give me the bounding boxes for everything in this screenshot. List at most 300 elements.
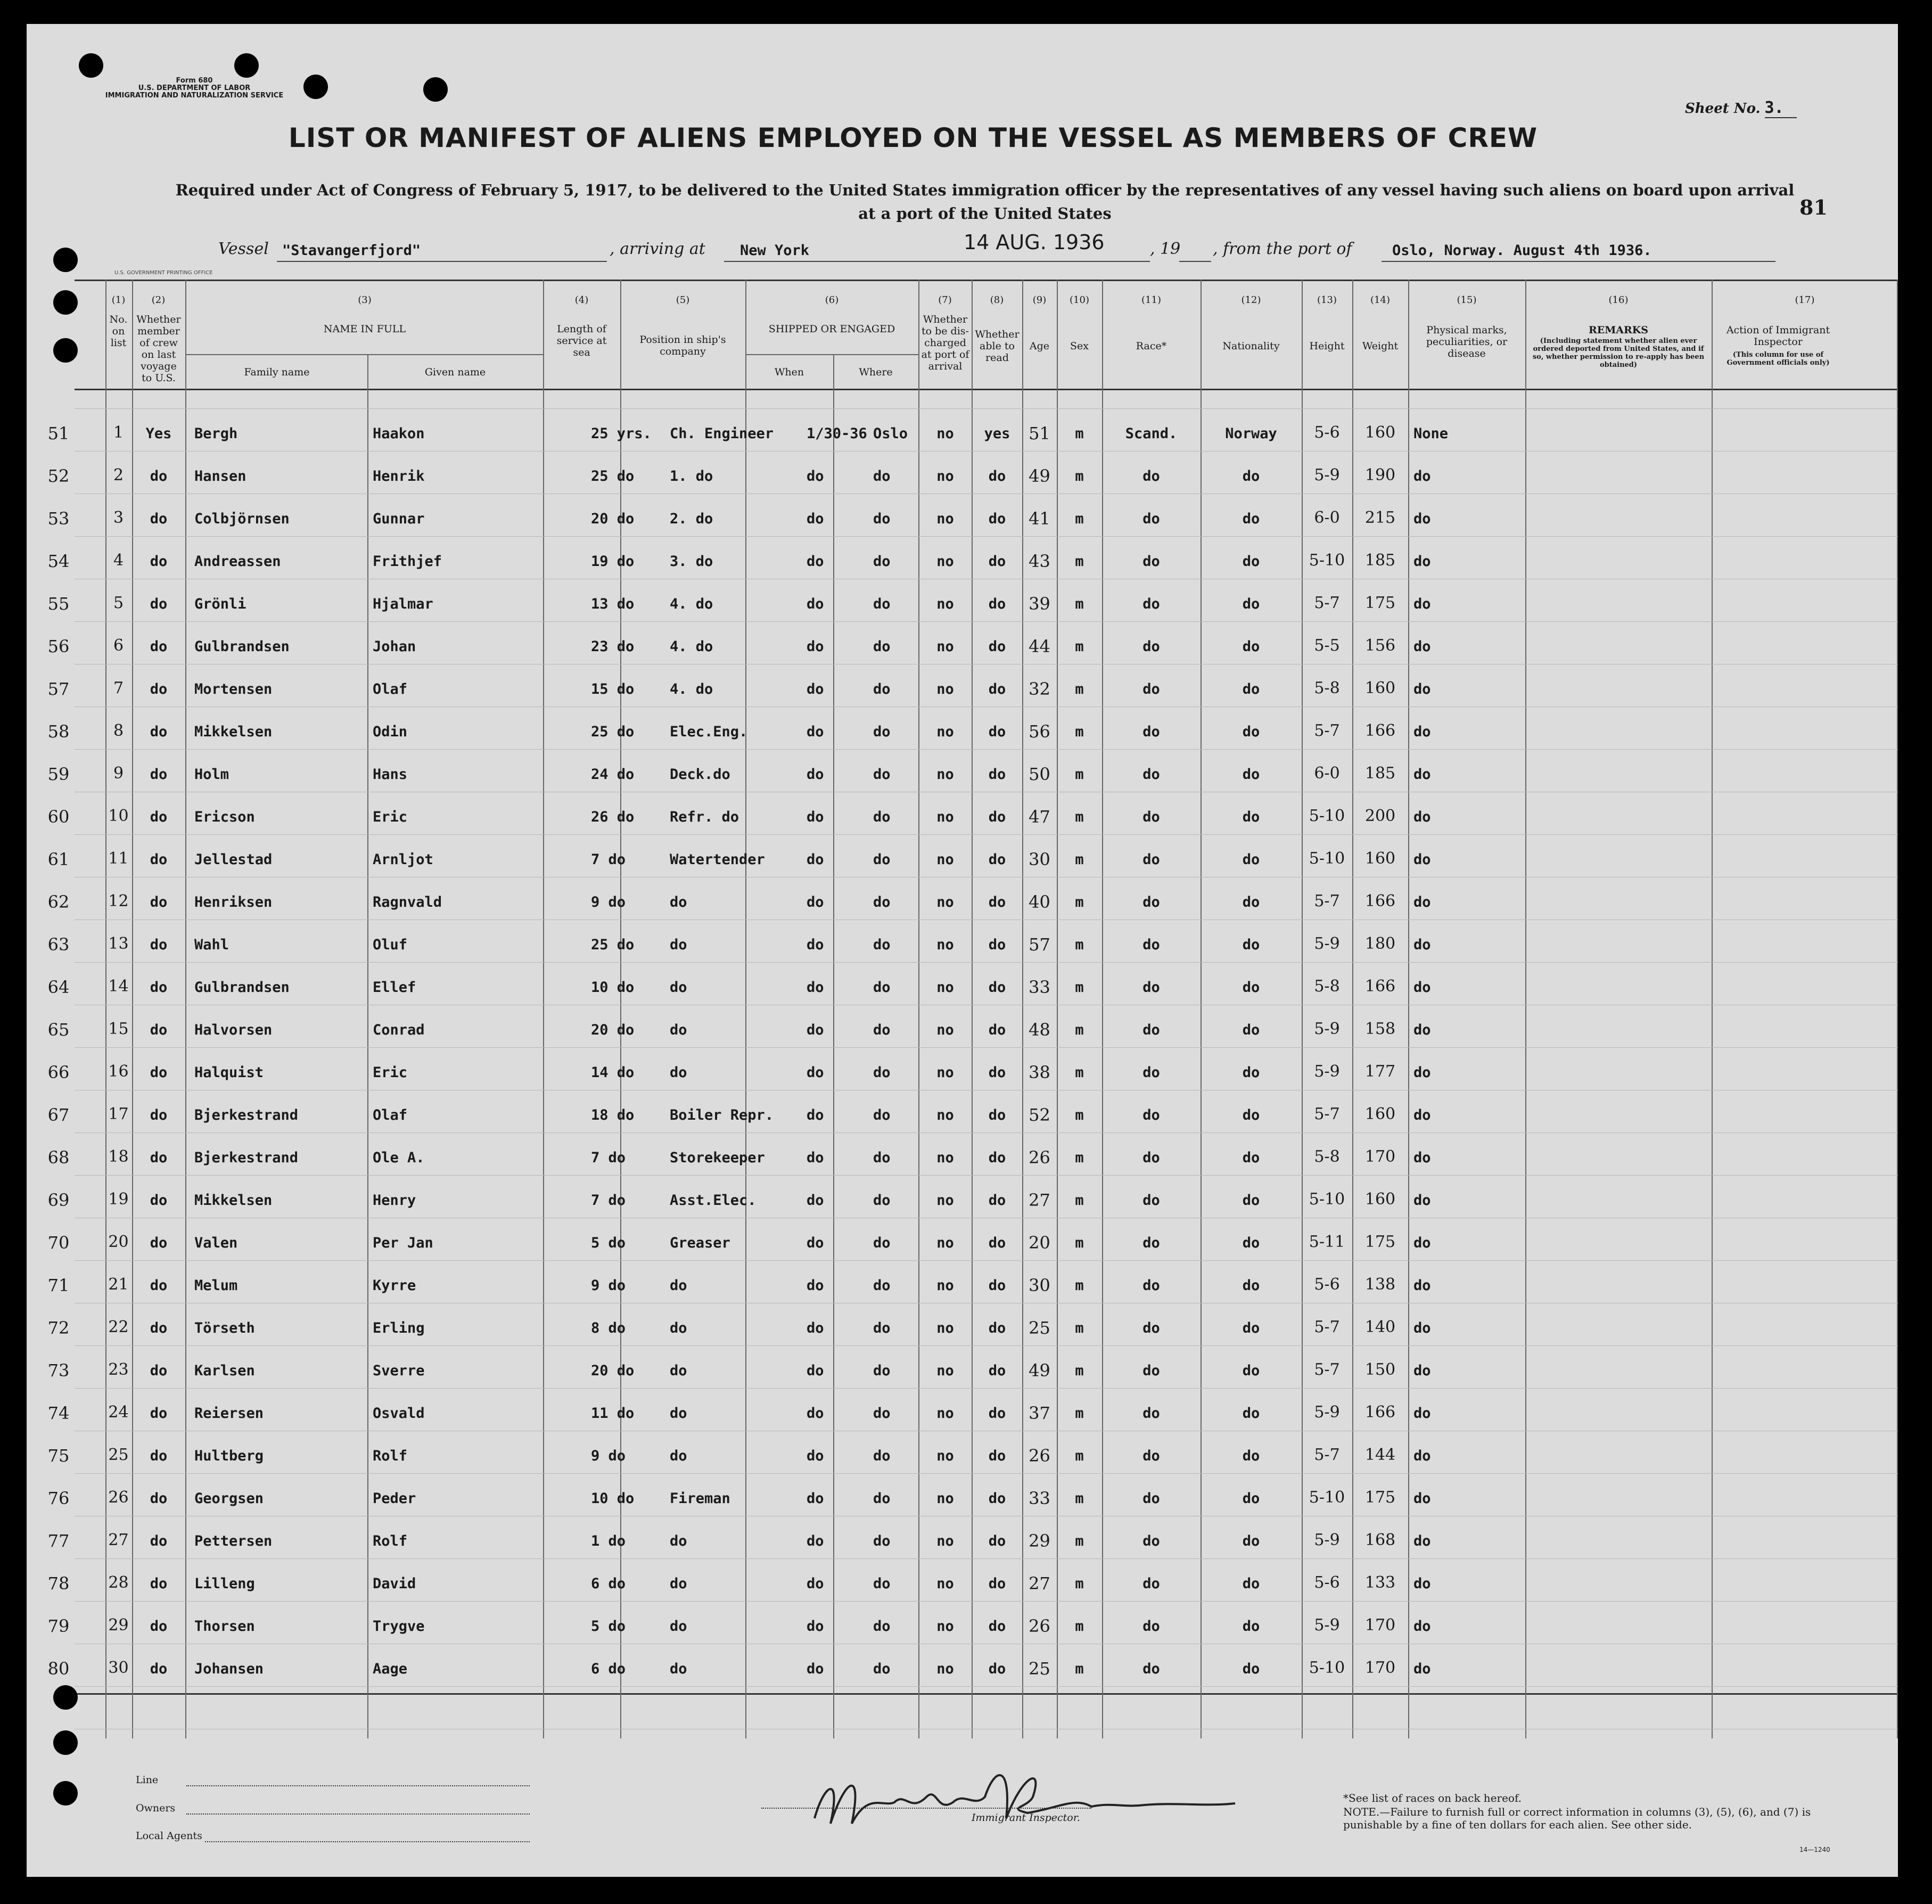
cell-nat: do [1242, 1235, 1260, 1251]
cell-family: Mikkelsen [194, 724, 273, 740]
col5-number: (5) [676, 294, 690, 306]
cell-disch: no [936, 1618, 954, 1635]
cell-race: do [1142, 937, 1160, 953]
running-line-number: 70 [47, 1233, 70, 1253]
cell-sex: m [1075, 596, 1084, 612]
cell-service: 25 do [591, 468, 635, 485]
cell-disch: no [936, 638, 954, 655]
cell-race: do [1142, 638, 1160, 655]
cell-service: 14 do [591, 1064, 635, 1081]
arriving-underline [724, 261, 1150, 262]
printer-note: U.S. GOVERNMENT PRINTING OFFICE [114, 270, 213, 276]
col14-header: Weight [1362, 340, 1399, 352]
cell-no: 13 [108, 934, 129, 953]
cell-disch: no [936, 851, 954, 868]
penalty-note: NOTE.—Failure to furnish full or correct information in columns (3), (5), (6), and (7) is punishable by a fine of ten dollars for each alien. See other side. [1343, 1805, 1811, 1831]
cell-height: 5-10 [1309, 807, 1345, 825]
cell-sex: m [1075, 1235, 1084, 1251]
cell-crew: do [150, 1277, 168, 1294]
department: U.S. DEPARTMENT OF LABOR [138, 84, 251, 92]
cell-race: do [1142, 1490, 1160, 1507]
cell-race: do [1142, 681, 1160, 697]
cell-when: do [807, 1490, 824, 1507]
cell-no: 25 [108, 1446, 129, 1464]
col3-family-header: Family name [244, 366, 310, 378]
cell-height: 5-9 [1314, 1616, 1340, 1635]
cell-given: Olaf [373, 681, 408, 697]
running-line-number: 65 [47, 1020, 70, 1040]
cell-crew: do [150, 1192, 168, 1209]
cell-family: Bjerkestrand [194, 1107, 299, 1123]
cell-weight: 177 [1364, 1062, 1396, 1081]
cell-marks: do [1413, 851, 1431, 868]
cell-race: do [1142, 724, 1160, 740]
col3-number: (3) [358, 294, 372, 306]
cell-height: 5-7 [1314, 1446, 1340, 1464]
col16-header: REMARKS [1588, 324, 1649, 336]
cell-where: do [873, 1575, 891, 1592]
cell-where: do [873, 1448, 891, 1464]
col17-subheader: (This column for use of Government officials only) [1727, 351, 1830, 367]
cell-age: 50 [1029, 764, 1050, 784]
cell-sex: m [1075, 1320, 1084, 1336]
cell-family: Gulbrandsen [194, 638, 290, 655]
cell-when: do [807, 553, 824, 570]
punch-hole [53, 290, 78, 315]
table-row [47, 626, 1898, 668]
cell-service: 11 do [591, 1405, 635, 1422]
cell-when: do [807, 1022, 824, 1038]
header-bottom-rule [75, 389, 1898, 390]
cell-service: 10 do [591, 979, 635, 996]
cell-given: Trygve [373, 1618, 425, 1635]
cell-no: 24 [108, 1403, 129, 1422]
sheet-number-value: 3. [1765, 99, 1797, 118]
cell-sex: m [1075, 724, 1084, 740]
cell-sex: m [1075, 1533, 1084, 1549]
cell-nat: do [1242, 1490, 1260, 1507]
cell-disch: no [936, 1363, 954, 1379]
running-line-number: 75 [47, 1446, 70, 1466]
cell-height: 5-7 [1314, 1360, 1340, 1379]
cell-crew: do [150, 894, 168, 910]
cell-when: do [807, 1618, 824, 1635]
col14-number: (14) [1370, 294, 1390, 306]
cell-marks: do [1413, 724, 1431, 740]
cell-race: do [1142, 1022, 1160, 1038]
cell-marks: do [1413, 1618, 1431, 1635]
sheet-number [1685, 99, 1797, 118]
cell-disch: no [936, 1575, 954, 1592]
cell-service: 9 do [591, 894, 626, 910]
table-row [47, 966, 1898, 1009]
cell-crew: do [150, 1618, 168, 1635]
cell-where: do [873, 979, 891, 996]
cell-height: 6-0 [1314, 764, 1340, 783]
cell-where: do [873, 1618, 891, 1635]
cell-height: 5-8 [1314, 977, 1340, 996]
cell-position: Watertender [670, 851, 765, 868]
cell-weight: 190 [1364, 466, 1396, 485]
cell-sex: m [1075, 468, 1084, 485]
running-line-number: 57 [47, 679, 70, 699]
cell-when: do [807, 1192, 824, 1209]
arriving-port: New York [740, 242, 810, 259]
cell-given: Ellef [373, 979, 416, 996]
col12-header: Nationality [1222, 340, 1280, 352]
cell-race: do [1142, 1277, 1160, 1294]
cell-nat: do [1242, 1533, 1260, 1549]
cell-age: 51 [1029, 423, 1050, 444]
inspector-label: Immigrant Inspector. [972, 1812, 1080, 1824]
cell-age: 33 [1029, 977, 1050, 997]
crew-table [47, 280, 1898, 1738]
col13-header: Height [1309, 340, 1345, 352]
cell-weight: 185 [1364, 551, 1396, 570]
cell-when: do [807, 1533, 824, 1549]
cell-family: Johansen [194, 1661, 264, 1677]
cell-age: 26 [1029, 1616, 1050, 1636]
cell-no: 28 [108, 1573, 129, 1592]
cell-when: do [807, 1575, 824, 1592]
cell-service: 13 do [591, 596, 635, 612]
cell-weight: 150 [1364, 1360, 1396, 1379]
table-row [47, 498, 1898, 540]
cell-race: Scand. [1125, 425, 1178, 442]
cell-sex: m [1075, 937, 1084, 953]
cell-service: 5 do [591, 1618, 626, 1635]
cell-given: Per Jan [373, 1235, 433, 1251]
cell-family: Andreassen [194, 553, 281, 570]
cell-position: do [670, 979, 687, 996]
cell-race: do [1142, 979, 1160, 996]
cell-age: 57 [1029, 934, 1050, 955]
col10-header: Sex [1070, 340, 1089, 352]
form-identifier [83, 77, 306, 100]
cell-service: 20 do [591, 511, 635, 527]
cell-read: do [988, 979, 1006, 996]
cell-height: 5-6 [1314, 1275, 1340, 1294]
cell-weight: 160 [1364, 423, 1396, 442]
col6-header: SHIPPED OR ENGAGED [768, 323, 895, 335]
cell-disch: no [936, 1150, 954, 1166]
cell-no: 16 [108, 1062, 129, 1081]
cell-no: 8 [113, 721, 124, 740]
cell-marks: do [1413, 1320, 1431, 1336]
page-mark: 81 [1799, 195, 1828, 219]
running-line-number: 76 [47, 1488, 70, 1508]
running-line-number: 53 [47, 508, 70, 529]
cell-family: Törseth [194, 1320, 255, 1336]
running-line-number: 69 [47, 1190, 70, 1210]
cell-height: 6-0 [1314, 508, 1340, 527]
cell-service: 19 do [591, 553, 635, 570]
cell-age: 38 [1029, 1062, 1050, 1082]
cell-given: Eric [373, 1064, 408, 1081]
cell-where: do [873, 724, 891, 740]
cell-where: do [873, 766, 891, 783]
cell-nat: do [1242, 681, 1260, 697]
cell-weight: 170 [1364, 1147, 1396, 1166]
cell-position: do [670, 894, 687, 910]
cell-age: 56 [1029, 721, 1050, 742]
running-line-number: 64 [47, 977, 70, 997]
cell-age: 52 [1029, 1105, 1050, 1125]
cell-service: 9 do [591, 1448, 626, 1464]
punch-hole [53, 1685, 78, 1710]
cell-race: do [1142, 1192, 1160, 1209]
table-row [47, 1222, 1898, 1265]
cell-service: 10 do [591, 1490, 635, 1507]
col15-header: Physical marks, peculiarities, or disease [1426, 324, 1508, 359]
cell-family: Thorsen [194, 1618, 255, 1635]
arriving-label: , arriving at [610, 240, 705, 258]
cell-nat: do [1242, 851, 1260, 868]
cell-given: Henrik [373, 468, 425, 485]
cell-given: Olaf [373, 1107, 408, 1123]
cell-age: 39 [1029, 594, 1050, 614]
running-line-number: 72 [47, 1318, 70, 1338]
cell-read: do [988, 766, 1006, 783]
cell-service: 9 do [591, 1277, 626, 1294]
cell-nat: do [1242, 553, 1260, 570]
cell-age: 30 [1029, 1275, 1050, 1295]
cell-family: Jellestad [194, 851, 273, 868]
cell-sex: m [1075, 1192, 1084, 1209]
cell-weight: 166 [1364, 721, 1396, 740]
punch-hole [53, 1730, 78, 1755]
cell-crew: do [150, 1150, 168, 1166]
cell-marks: do [1413, 937, 1431, 953]
cell-given: Ole A. [373, 1150, 425, 1166]
cell-crew: do [150, 1064, 168, 1081]
cell-where: do [873, 809, 891, 825]
cell-family: Mikkelsen [194, 1192, 273, 1209]
cell-weight: 160 [1364, 679, 1396, 697]
cell-height: 5-7 [1314, 1105, 1340, 1123]
running-line-number: 59 [47, 764, 70, 784]
cell-service: 26 do [591, 809, 635, 825]
table-row [47, 1478, 1898, 1520]
running-line-number: 79 [47, 1616, 70, 1636]
cell-age: 25 [1029, 1659, 1050, 1679]
cell-where: do [873, 1533, 891, 1549]
table-row [47, 540, 1898, 583]
cell-sex: m [1075, 1363, 1084, 1379]
cell-read: do [988, 511, 1006, 527]
cell-where: do [873, 511, 891, 527]
cell-marks: do [1413, 979, 1431, 996]
cell-crew: do [150, 766, 168, 783]
running-line-number: 61 [47, 849, 70, 869]
cell-crew: do [150, 809, 168, 825]
cell-crew: do [150, 1320, 168, 1336]
cell-when: do [807, 1320, 824, 1336]
cell-family: Gulbrandsen [194, 979, 290, 996]
running-line-number: 73 [47, 1360, 70, 1381]
cell-nat: do [1242, 894, 1260, 910]
cell-weight: 158 [1364, 1020, 1396, 1038]
cell-read: do [988, 1150, 1006, 1166]
cell-disch: no [936, 1405, 954, 1422]
cell-when: do [807, 1064, 824, 1081]
cell-sex: m [1075, 766, 1084, 783]
col13-number: (13) [1317, 294, 1337, 306]
cell-service: 6 do [591, 1661, 626, 1677]
cell-height: 5-10 [1309, 1488, 1345, 1507]
form-number: Form 680 [176, 77, 213, 85]
cell-when: do [807, 851, 824, 868]
cell-height: 5-6 [1314, 423, 1340, 442]
cell-given: Arnljot [373, 851, 433, 868]
cell-sex: m [1075, 425, 1084, 442]
cell-service: 5 do [591, 1235, 626, 1251]
cell-race: do [1142, 809, 1160, 825]
cell-sex: m [1075, 1107, 1084, 1123]
table-row [47, 1052, 1898, 1094]
cell-age: 27 [1029, 1573, 1050, 1594]
cell-given: Erling [373, 1320, 425, 1336]
cell-weight: 156 [1364, 636, 1396, 655]
cell-age: 49 [1029, 1360, 1050, 1381]
cell-disch: no [936, 1277, 954, 1294]
col6-divider [745, 354, 918, 355]
cell-race: do [1142, 1533, 1160, 1549]
cell-no: 11 [108, 849, 129, 868]
col10-number: (10) [1070, 294, 1089, 306]
col15-number: (15) [1457, 294, 1477, 306]
cell-family: Mortensen [194, 681, 273, 697]
cell-marks: do [1413, 596, 1431, 612]
cell-race: do [1142, 1661, 1160, 1677]
running-line-number: 66 [47, 1062, 70, 1082]
cell-sex: m [1075, 809, 1084, 825]
cell-read: do [988, 1448, 1006, 1464]
cell-height: 5-10 [1309, 1659, 1345, 1677]
running-line-number: 78 [47, 1573, 70, 1594]
cell-no: 10 [108, 807, 129, 825]
cell-when: do [807, 979, 824, 996]
col6-when-header: When [774, 366, 804, 378]
col2-number: (2) [151, 294, 166, 306]
cell-disch: no [936, 979, 954, 996]
cell-nat: do [1242, 638, 1260, 655]
running-line-number: 77 [47, 1531, 70, 1551]
cell-crew: do [150, 1490, 168, 1507]
races-note: *See list of races on back hereof. [1343, 1792, 1522, 1804]
table-row [47, 1137, 1898, 1179]
cell-crew: do [150, 511, 168, 527]
table-row [47, 1435, 1898, 1478]
cell-sex: m [1075, 1575, 1084, 1592]
cell-weight: 168 [1364, 1531, 1396, 1549]
cell-given: Peder [373, 1490, 416, 1507]
year-underline [1179, 261, 1211, 262]
cell-weight: 166 [1364, 892, 1396, 910]
cell-position: do [670, 1405, 687, 1422]
cell-service: 24 do [591, 766, 635, 783]
footer-owners-label: Owners [136, 1802, 176, 1814]
cell-nat: do [1242, 511, 1260, 527]
cell-crew: do [150, 468, 168, 485]
running-line-number: 52 [47, 466, 70, 486]
cell-given: Hans [373, 766, 408, 783]
cell-read: do [988, 681, 1006, 697]
cell-weight: 133 [1364, 1573, 1396, 1592]
cell-race: do [1142, 1618, 1160, 1635]
cell-read: do [988, 809, 1006, 825]
cell-sex: m [1075, 1022, 1084, 1038]
cell-weight: 144 [1364, 1446, 1396, 1464]
cell-when: do [807, 596, 824, 612]
cell-crew: do [150, 1405, 168, 1422]
running-line-number: 80 [47, 1659, 70, 1679]
cell-marks: do [1413, 1661, 1431, 1677]
cell-service: 6 do [591, 1575, 626, 1592]
cell-position: 4. do [670, 638, 713, 655]
cell-family: Georgsen [194, 1490, 264, 1507]
cell-family: Bergh [194, 425, 238, 442]
cell-no: 17 [108, 1105, 129, 1123]
cell-age: 43 [1029, 551, 1050, 571]
cell-given: Conrad [373, 1022, 425, 1038]
col3-header: NAME IN FULL [323, 323, 406, 335]
cell-when: do [807, 1277, 824, 1294]
cell-crew: do [150, 1107, 168, 1123]
cell-height: 5-6 [1314, 1573, 1340, 1592]
cell-marks: do [1413, 1235, 1431, 1251]
cell-disch: no [936, 681, 954, 697]
cell-no: 15 [108, 1020, 129, 1038]
cell-where: do [873, 681, 891, 697]
cell-where: do [873, 1661, 891, 1677]
cell-where: do [873, 1235, 891, 1251]
cell-weight: 166 [1364, 1403, 1396, 1422]
cell-weight: 160 [1364, 1190, 1396, 1209]
cell-height: 5-9 [1314, 1062, 1340, 1081]
cell-read: do [988, 1363, 1006, 1379]
cell-family: Holm [194, 766, 229, 783]
cell-where: do [873, 1022, 891, 1038]
cell-when: do [807, 511, 824, 527]
sheet-number-label: Sheet No. [1685, 101, 1761, 117]
cell-position: do [670, 1320, 687, 1336]
cell-disch: no [936, 468, 954, 485]
cell-disch: no [936, 894, 954, 910]
cell-position: Asst.Elec. [670, 1192, 757, 1209]
cell-sex: m [1075, 894, 1084, 910]
cell-where: do [873, 1107, 891, 1123]
cell-given: Frithjef [373, 553, 442, 570]
table-row [47, 455, 1898, 498]
running-line-number: 55 [47, 594, 70, 614]
cell-service: 25 do [591, 724, 635, 740]
cell-position: Refr. do [670, 809, 739, 825]
cell-when: do [807, 1405, 824, 1422]
cell-disch: no [936, 596, 954, 612]
cell-service: 7 do [591, 1192, 626, 1209]
cell-family: Melum [194, 1277, 238, 1294]
table-row [47, 413, 1898, 455]
running-line-number: 71 [47, 1275, 70, 1295]
col16-subheader: (Including statement whether alien ever ordered deported from United States, and if so, whether permission to re-apply has been obtained) [1532, 337, 1705, 369]
cell-read: do [988, 1320, 1006, 1336]
cell-disch: no [936, 1064, 954, 1081]
cell-race: do [1142, 894, 1160, 910]
cell-position: 4. do [670, 681, 713, 697]
cell-disch: no [936, 937, 954, 953]
cell-service: 7 do [591, 1150, 626, 1166]
